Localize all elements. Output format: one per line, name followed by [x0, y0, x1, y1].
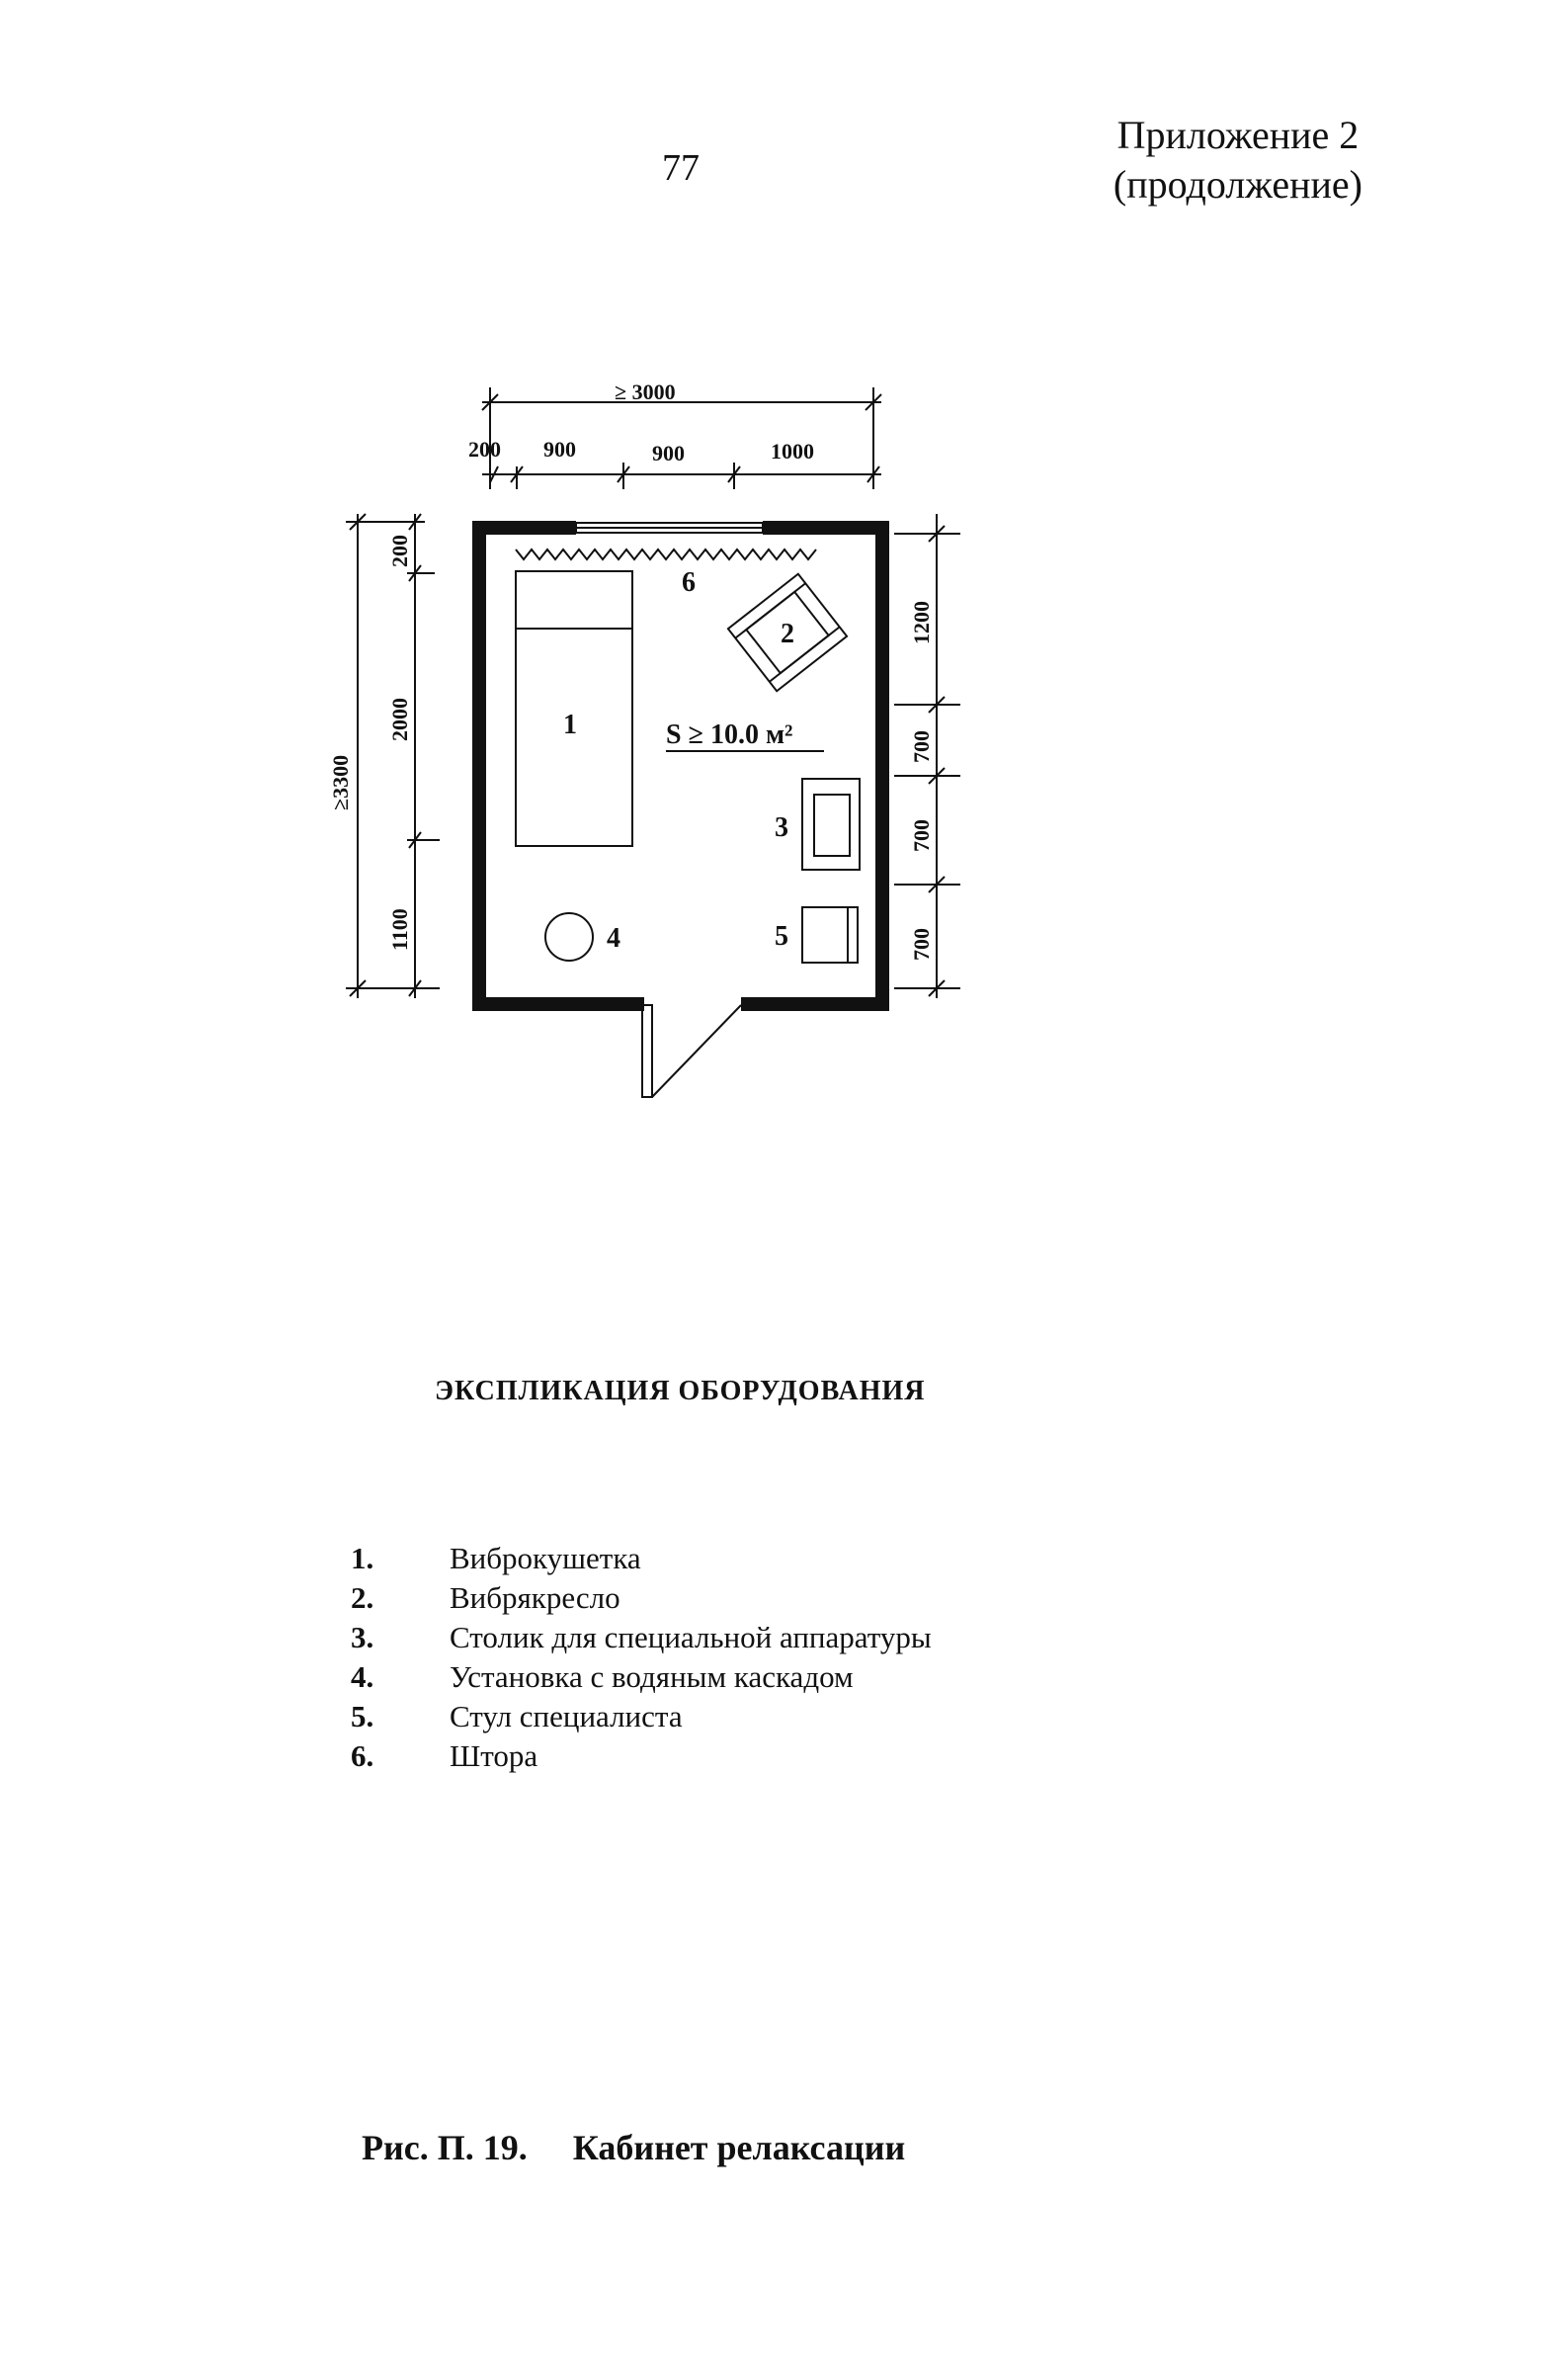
dim-right-4: 700: [909, 928, 934, 961]
legend-num: 2.: [351, 1580, 374, 1615]
dim-right-3: 700: [909, 819, 934, 852]
legend-item: [351, 1697, 963, 1736]
legend-text: Столик для специальной аппаратуры: [450, 1620, 932, 1654]
legend-item: [351, 1618, 963, 1657]
walls: [472, 521, 889, 1011]
page-number: 77: [662, 147, 700, 189]
legend-text: Стул специалиста: [450, 1699, 683, 1733]
dim-top-3: 900: [652, 441, 685, 465]
appendix-line-1: Приложение 2: [1116, 113, 1360, 157]
dim-top-1: 200: [468, 437, 501, 462]
specialist-chair: [802, 907, 858, 963]
dim-left-3: 1100: [387, 908, 412, 951]
mark-5: 5: [775, 921, 788, 952]
legend-num: 1.: [351, 1541, 374, 1575]
figure-caption: [362, 2127, 905, 2168]
mark-6: 6: [682, 567, 696, 598]
dim-left-1: 200: [387, 535, 412, 567]
dimension-lines: [346, 387, 960, 998]
area-label: S ≥ 10.0 м²: [666, 719, 793, 750]
dim-left-overall: ≥3300: [328, 754, 353, 810]
mark-2: 2: [781, 619, 794, 649]
dim-top-2: 900: [543, 437, 576, 462]
dim-right-2: 700: [909, 730, 934, 763]
legend-text: Виброкушетка: [450, 1541, 641, 1575]
legend-title: ЭКСПЛИКАЦИЯ ОБОРУДОВАНИЯ: [435, 1376, 926, 1406]
mark-1: 1: [563, 710, 577, 740]
legend-text: Вибрякресло: [450, 1580, 620, 1615]
legend-num: 4.: [351, 1659, 374, 1694]
legend-num: 3.: [351, 1620, 374, 1654]
figure-title: Кабинет релаксации: [572, 2128, 906, 2167]
legend-text: Штора: [450, 1738, 538, 1773]
legend-num: 5.: [351, 1699, 374, 1733]
figure-number: Рис. П. 19.: [362, 2128, 528, 2167]
legend-item: [351, 1539, 963, 1578]
dim-top-4: 1000: [771, 439, 814, 464]
mark-4: 4: [607, 923, 620, 954]
dim-top-overall: ≥ 3000: [615, 380, 676, 404]
dim-left-2: 2000: [387, 698, 412, 741]
equipment-legend: [351, 1539, 963, 1776]
legend-item: [351, 1657, 963, 1697]
vibro-couch: [516, 571, 632, 846]
water-cascade-unit: [545, 913, 593, 961]
dim-right-1: 1200: [909, 601, 934, 644]
legend-item: [351, 1736, 963, 1776]
legend-num: 6.: [351, 1738, 374, 1773]
curtain: [516, 549, 816, 559]
legend-item: [351, 1578, 963, 1618]
legend-text: Установка с водяным каскадом: [450, 1659, 854, 1694]
appendix-line-2: (продолжение): [1113, 162, 1362, 207]
mark-3: 3: [775, 812, 788, 843]
door: [642, 1005, 652, 1097]
